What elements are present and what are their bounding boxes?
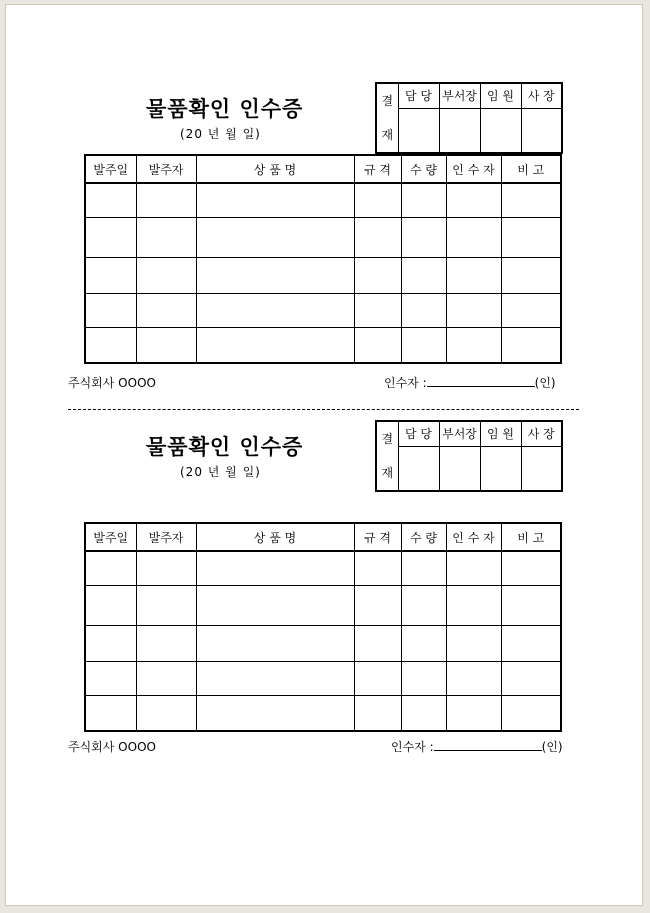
table-cell[interactable]	[85, 293, 136, 327]
approval-sign-manager[interactable]	[439, 446, 480, 491]
table-row	[85, 327, 561, 363]
table-cell[interactable]	[136, 183, 196, 217]
company-name: 주식회사 OOOO	[68, 740, 156, 754]
approval-sign-executive[interactable]	[480, 446, 521, 491]
table-cell[interactable]	[446, 661, 501, 695]
table-cell[interactable]	[401, 661, 446, 695]
table-cell[interactable]	[196, 551, 354, 585]
table-cell[interactable]	[85, 217, 136, 257]
col-receiver: 인 수 자	[446, 155, 501, 183]
table-cell[interactable]	[196, 695, 354, 731]
approval-sign-staff[interactable]	[398, 446, 439, 491]
items-table	[84, 522, 562, 732]
col-receiver: 인 수 자	[446, 523, 501, 551]
table-cell[interactable]	[136, 661, 196, 695]
table-cell[interactable]	[354, 327, 401, 363]
table-cell[interactable]	[196, 217, 354, 257]
table-cell[interactable]	[136, 695, 196, 731]
table-cell[interactable]	[196, 293, 354, 327]
table-row	[85, 217, 561, 257]
table-cell[interactable]	[136, 293, 196, 327]
approval-side-bottom: 재	[381, 466, 394, 480]
approval-sign-manager[interactable]	[439, 108, 480, 153]
approval-role-staff: 담 당	[398, 421, 439, 446]
table-row	[85, 585, 561, 625]
table-cell[interactable]	[196, 257, 354, 293]
receiver-label: 인수자 :	[384, 376, 427, 390]
col-remarks: 비 고	[501, 523, 561, 551]
receiver-label: 인수자 :	[391, 740, 434, 754]
approval-sign-staff[interactable]	[398, 108, 439, 153]
col-remarks: 비 고	[501, 155, 561, 183]
table-cell[interactable]	[401, 257, 446, 293]
table-row	[85, 551, 561, 585]
table-cell[interactable]	[85, 625, 136, 661]
table-cell[interactable]	[401, 585, 446, 625]
table-cell[interactable]	[85, 551, 136, 585]
table-cell[interactable]	[446, 183, 501, 217]
approval-side-bottom: 재	[381, 128, 394, 142]
table-cell[interactable]	[354, 695, 401, 731]
receiver-signature-line[interactable]	[427, 374, 535, 387]
table-cell[interactable]	[196, 661, 354, 695]
table-cell[interactable]	[354, 625, 401, 661]
col-order-date: 발주일	[85, 155, 136, 183]
cut-line-divider	[68, 409, 579, 410]
table-cell[interactable]	[136, 585, 196, 625]
table-cell[interactable]	[446, 327, 501, 363]
table-cell[interactable]	[354, 183, 401, 217]
table-cell[interactable]	[501, 585, 561, 625]
approval-box	[375, 420, 563, 492]
table-cell[interactable]	[501, 257, 561, 293]
table-cell[interactable]	[401, 217, 446, 257]
table-cell[interactable]	[446, 293, 501, 327]
receiver-signature-line[interactable]	[434, 738, 542, 751]
table-cell[interactable]	[401, 327, 446, 363]
col-product-name: 상 품 명	[196, 523, 354, 551]
col-product-name: 상 품 명	[196, 155, 354, 183]
approval-side-label	[376, 421, 398, 491]
items-header-row	[85, 155, 561, 183]
table-cell[interactable]	[446, 551, 501, 585]
table-cell[interactable]	[354, 293, 401, 327]
table-row	[85, 183, 561, 217]
table-row	[85, 257, 561, 293]
table-cell[interactable]	[446, 217, 501, 257]
table-cell[interactable]	[401, 625, 446, 661]
table-cell[interactable]	[501, 183, 561, 217]
table-row	[85, 293, 561, 327]
table-cell[interactable]	[501, 551, 561, 585]
receiver-signature	[391, 738, 563, 755]
table-cell[interactable]	[401, 183, 446, 217]
approval-side-top: 결	[381, 432, 394, 446]
table-cell[interactable]	[354, 257, 401, 293]
col-spec: 규 격	[354, 155, 401, 183]
items-table	[84, 154, 562, 364]
company-name: 주식회사 OOOO	[68, 376, 156, 390]
col-order-date: 발주일	[85, 523, 136, 551]
table-cell[interactable]	[354, 551, 401, 585]
table-cell[interactable]	[446, 625, 501, 661]
col-quantity: 수 량	[401, 523, 446, 551]
seal-mark: (인)	[541, 740, 563, 754]
table-cell[interactable]	[136, 327, 196, 363]
approval-role-president: 사 장	[521, 83, 562, 108]
table-cell[interactable]	[501, 217, 561, 257]
approval-sign-president[interactable]	[521, 108, 562, 153]
table-cell[interactable]	[136, 217, 196, 257]
approval-role-manager: 부서장	[439, 83, 480, 108]
approval-sign-executive[interactable]	[480, 108, 521, 153]
table-cell[interactable]	[85, 327, 136, 363]
table-cell[interactable]	[501, 293, 561, 327]
table-cell[interactable]	[136, 551, 196, 585]
table-cell[interactable]	[196, 183, 354, 217]
approval-role-president: 사 장	[521, 421, 562, 446]
approval-role-staff: 담 당	[398, 83, 439, 108]
table-cell[interactable]	[196, 625, 354, 661]
items-header-row	[85, 523, 561, 551]
table-cell[interactable]	[501, 327, 561, 363]
document-page	[5, 4, 643, 906]
table-cell[interactable]	[85, 661, 136, 695]
table-cell[interactable]	[196, 327, 354, 363]
table-row	[85, 695, 561, 731]
approval-role-executive: 임 원	[480, 421, 521, 446]
table-row	[85, 625, 561, 661]
table-cell[interactable]	[85, 183, 136, 217]
table-cell[interactable]	[446, 585, 501, 625]
table-cell[interactable]	[501, 695, 561, 731]
table-cell[interactable]	[401, 551, 446, 585]
table-cell[interactable]	[354, 217, 401, 257]
approval-box	[375, 82, 563, 154]
table-cell[interactable]	[401, 293, 446, 327]
table-cell[interactable]	[196, 585, 354, 625]
table-cell[interactable]	[401, 695, 446, 731]
table-cell[interactable]	[501, 625, 561, 661]
form-date: (20 년 월 일)	[180, 127, 261, 141]
col-orderer: 발주자	[136, 523, 196, 551]
form-title: 물품확인 인수증	[146, 434, 304, 459]
table-cell[interactable]	[354, 661, 401, 695]
form-title: 물품확인 인수증	[146, 96, 304, 121]
receiver-signature	[384, 374, 556, 391]
form-date: (20 년 월 일)	[180, 465, 261, 479]
col-spec: 규 격	[354, 523, 401, 551]
table-cell[interactable]	[136, 625, 196, 661]
approval-side-label	[376, 83, 398, 153]
approval-role-executive: 임 원	[480, 83, 521, 108]
table-cell[interactable]	[85, 585, 136, 625]
table-cell[interactable]	[354, 585, 401, 625]
approval-sign-president[interactable]	[521, 446, 562, 491]
table-cell[interactable]	[85, 257, 136, 293]
table-cell[interactable]	[85, 695, 136, 731]
table-row	[85, 661, 561, 695]
table-cell[interactable]	[136, 257, 196, 293]
col-orderer: 발주자	[136, 155, 196, 183]
table-cell[interactable]	[446, 695, 501, 731]
col-quantity: 수 량	[401, 155, 446, 183]
seal-mark: (인)	[534, 376, 556, 390]
table-cell[interactable]	[501, 661, 561, 695]
table-cell[interactable]	[446, 257, 501, 293]
approval-side-top: 결	[381, 94, 394, 108]
approval-role-manager: 부서장	[439, 421, 480, 446]
